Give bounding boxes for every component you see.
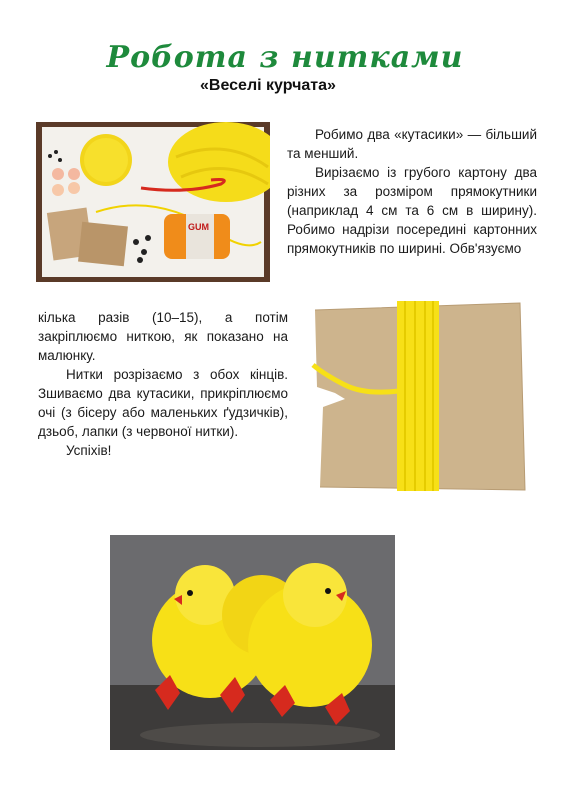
materials-photo — [36, 122, 270, 282]
cardboard-photo — [305, 295, 527, 495]
page-subtitle: «Веселі курчата» — [200, 77, 336, 94]
paragraph: Вирізаємо із грубого картону два різних за розміром прямокутники (наприклад 4 см та 6 см в ширину). Робимо надрізи посередині картонних прямокутників по ширині. Обв'язуємо — [287, 165, 537, 256]
page-title: Робота з нитками — [106, 40, 464, 75]
paragraph: кілька разів (10–15), а потім закріплюємо ниткою, як показано на малюнку. — [38, 310, 288, 363]
paragraph: Нитки розрізаємо з обох кінців. Зшиваємо два кутасики, прикріплюємо очі (з бісеру або маленьких ґудзичків), дзьоб, лапки (з червоної нитки). — [38, 367, 288, 439]
chicks-photo — [110, 535, 395, 750]
paragraph: Робимо два «кутасики» — більший та менший. — [287, 127, 537, 161]
instructions-top — [287, 125, 537, 258]
instructions-middle — [38, 308, 288, 460]
yarn-label: GUM — [188, 222, 209, 232]
paragraph: Успіхів! — [66, 443, 112, 458]
